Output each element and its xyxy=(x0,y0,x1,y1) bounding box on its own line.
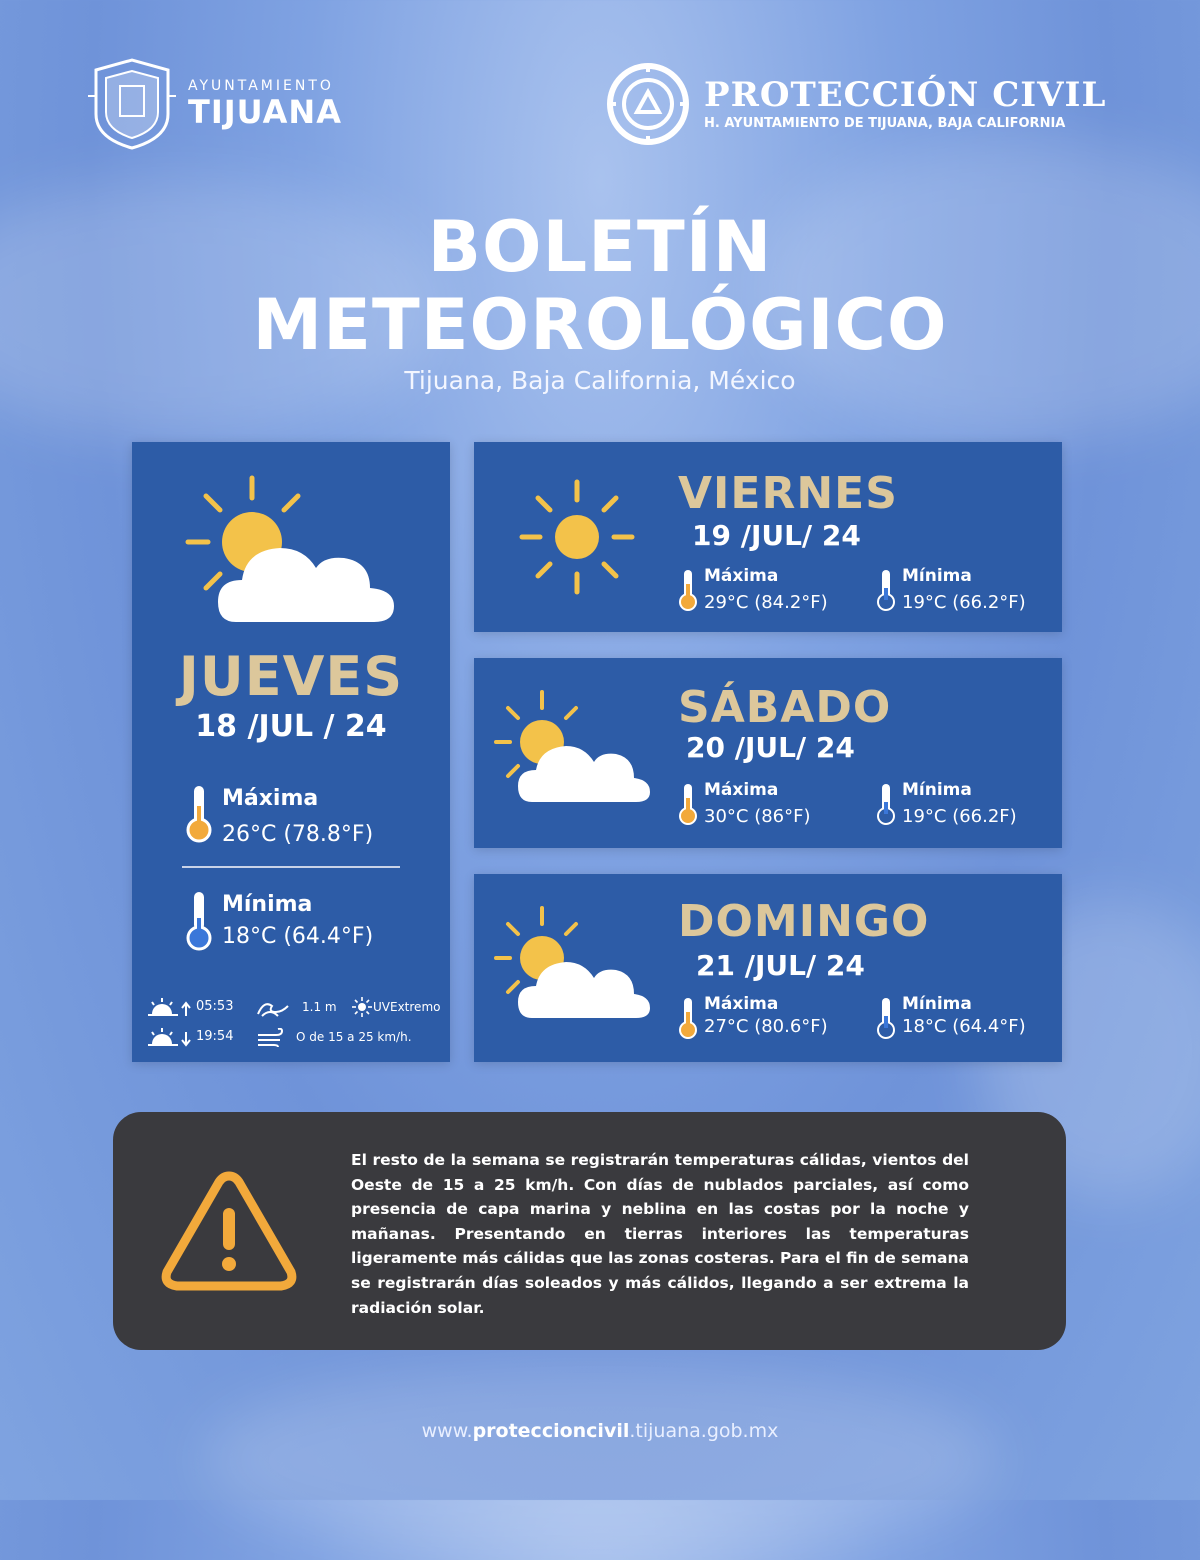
forecast-day: VIERNES xyxy=(678,468,898,519)
sunrise-time: 05:53 xyxy=(196,999,234,1014)
divider xyxy=(182,866,400,868)
tijuana-logo xyxy=(86,56,342,150)
wind-icon xyxy=(256,1028,286,1048)
thermometer-cold-icon xyxy=(184,890,214,952)
tijuana-shield-icon xyxy=(86,56,178,150)
partly-cloudy-icon xyxy=(492,906,654,1026)
partly-cloudy-icon xyxy=(492,690,654,810)
uv-index xyxy=(373,1000,440,1014)
today-min-value: 18°C (64.4°F) xyxy=(222,924,374,949)
forecast-max-label: Máxima xyxy=(704,566,779,586)
uv-sun-icon xyxy=(352,997,372,1017)
ayuntamiento-label: AYUNTAMIENTO xyxy=(188,78,334,94)
tijuana-label: TIJUANA xyxy=(188,93,342,131)
today-panel xyxy=(132,442,450,1062)
bulletin-title-line2: METEOROLÓGICO xyxy=(252,284,948,366)
forecast-max-label: Máxima xyxy=(704,994,779,1014)
wave-height: 1.1 m xyxy=(302,1000,337,1014)
sunrise-icon xyxy=(146,996,192,1018)
today-min-label: Mínima xyxy=(222,892,313,917)
sun-icon xyxy=(518,478,636,596)
forecast-max-value: 29°C (84.2°F) xyxy=(704,592,828,613)
thermometer-cold-icon xyxy=(874,996,898,1040)
weather-notice xyxy=(113,1112,1066,1350)
proteccion-civil-title: PROTECCIÓN CIVIL xyxy=(704,74,1107,115)
proteccion-civil-subtitle: H. AYUNTAMIENTO DE TIJUANA, BAJA CALIFORNIA xyxy=(704,115,1066,131)
url-prefix: www. xyxy=(421,1420,473,1442)
warning-icon xyxy=(159,1168,299,1292)
forecast-max-value: 30°C (86°F) xyxy=(704,806,811,827)
today-day: JUEVES xyxy=(178,645,404,708)
thermometer-cold-icon xyxy=(874,782,898,826)
thermometer-hot-icon xyxy=(676,782,700,826)
forecast-date: 21 /JUL/ 24 xyxy=(696,949,865,982)
forecast-max-label: Máxima xyxy=(704,780,779,800)
forecast-min-value: 18°C (64.4°F) xyxy=(902,1016,1026,1037)
forecast-min-label: Mínima xyxy=(902,994,972,1014)
wave-icon xyxy=(256,996,290,1018)
sunset-icon xyxy=(146,1026,192,1048)
url-suffix: .tijuana.gob.mx xyxy=(629,1420,779,1442)
forecast-date: 19 /JUL/ 24 xyxy=(692,519,861,552)
forecast-min-label: Mínima xyxy=(902,780,972,800)
forecast-card-sunday xyxy=(474,874,1062,1062)
forecast-date: 20 /JUL/ 24 xyxy=(686,731,855,764)
bulletin-title-line1: BOLETÍN xyxy=(427,206,773,288)
forecast-min-label: Mínima xyxy=(902,566,972,586)
forecast-card-friday xyxy=(474,442,1062,632)
thermometer-hot-icon xyxy=(676,568,700,612)
partly-cloudy-icon xyxy=(184,472,396,632)
today-max-value: 26°C (78.8°F) xyxy=(222,822,374,847)
wind-info: O de 15 a 25 km/h. xyxy=(296,1030,412,1044)
forecast-day: DOMINGO xyxy=(678,896,930,947)
forecast-max-value: 27°C (80.6°F) xyxy=(704,1016,828,1037)
forecast-min-value: 19°C (66.2F) xyxy=(902,806,1017,827)
cloud-background xyxy=(200,1360,1000,1560)
thermometer-hot-icon xyxy=(184,784,214,844)
forecast-day: SÁBADO xyxy=(678,682,892,733)
today-date: 18 /JUL / 24 xyxy=(195,709,387,744)
forecast-min-value: 19°C (66.2°F) xyxy=(902,592,1026,613)
url-domain-bold: proteccioncivil xyxy=(472,1420,630,1442)
uv-prefix: UV xyxy=(373,1000,390,1014)
sunset-time: 19:54 xyxy=(196,1029,234,1044)
bulletin-location: Tijuana, Baja California, México xyxy=(404,366,796,395)
footer-url[interactable] xyxy=(0,1420,1200,1442)
today-max-label: Máxima xyxy=(222,786,319,811)
notice-text: El resto de la semana se registrarán temperaturas cálidas, vientos del Oeste de 15 a 25 km/h. Con días de nublados parciales, así como presencia de capa marina y neblina en las costas por la noche y mañanas. Presentando en tierras interiores las temperaturas ligeramente más cálidas que las zonas costeras. Para el fin de semana se registrarán días soleados y más cálidos, llegando a ser extrema la radiación solar. xyxy=(351,1151,969,1317)
thermometer-cold-icon xyxy=(874,568,898,612)
thermometer-hot-icon xyxy=(676,996,700,1040)
forecast-card-saturday xyxy=(474,658,1062,848)
proteccion-civil-emblem-icon xyxy=(606,62,690,146)
uv-value: Extremo xyxy=(390,1000,441,1014)
proteccion-civil-logo xyxy=(606,62,1106,146)
